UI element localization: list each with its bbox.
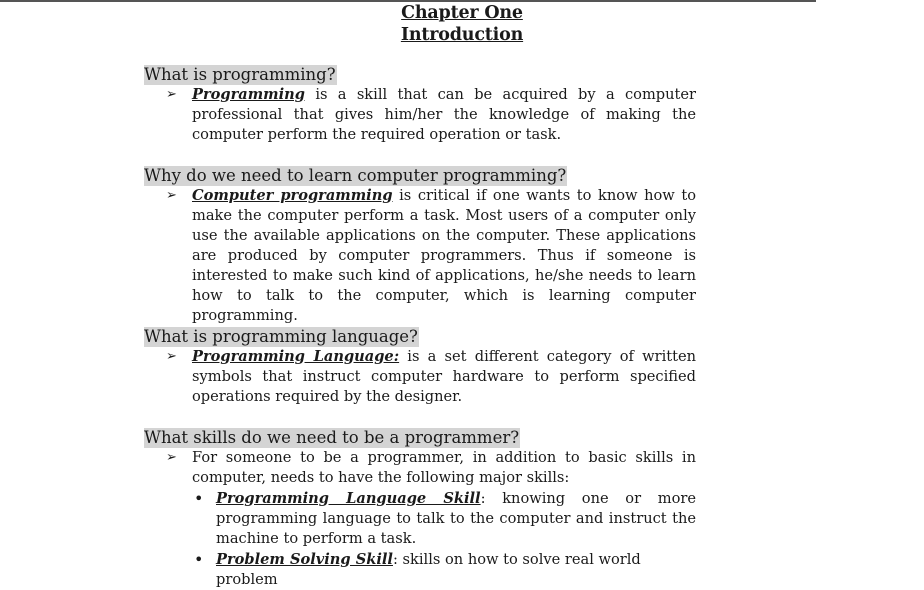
section-heading-why-learn-programming: Why do we need to learn computer programming? xyxy=(144,166,567,185)
arrow-bullet-icon: ➢ xyxy=(166,188,177,203)
section-paragraph xyxy=(192,85,696,145)
chapter-subtitle: Introduction xyxy=(400,25,524,45)
arrow-bullet-icon: ➢ xyxy=(166,349,177,364)
definition-text: : knowing one or more programming language to talk to the computer and instruct the machine to perform a task. xyxy=(216,490,696,547)
definition-text: is a skill that can be acquired by a computer professional that gives him/her the knowledge of making the computer perform the required operation or task. xyxy=(192,86,696,143)
term: Programming Language Skill xyxy=(216,490,481,507)
definition-text: is a set different category of written symbols that instruct computer hardware to perform specified operations required by the designer. xyxy=(192,348,697,405)
chapter-title: Chapter One xyxy=(401,3,523,23)
section-paragraph: For someone to be a programmer, in addition to basic skills in computer, needs to have the following major skills: xyxy=(192,449,696,486)
term: Problem Solving Skill xyxy=(216,551,393,568)
section-heading-what-is-language: What is programming language? xyxy=(144,327,418,346)
section-paragraph xyxy=(192,347,696,407)
chapter-heading xyxy=(0,2,924,46)
bullet-icon: • xyxy=(194,550,204,569)
term: Programming Language: xyxy=(192,348,400,365)
term: Computer programming xyxy=(192,187,393,204)
arrow-bullet-icon: ➢ xyxy=(166,87,177,102)
section-heading-what-is-programming: What is programming? xyxy=(144,65,336,84)
skill-list-item xyxy=(216,489,696,549)
term: Programming xyxy=(192,86,305,103)
section-heading-skills: What skills do we need to be a programmer? xyxy=(144,428,520,447)
bullet-icon: • xyxy=(194,489,204,508)
skill-list-item-cutoff xyxy=(216,550,696,588)
section-paragraph xyxy=(192,186,696,326)
arrow-bullet-icon: ➢ xyxy=(166,450,177,465)
definition-text: is critical if one wants to know how to make the computer perform a task. Most users of a computer only use the available applications on the computer. These applications are produced by computer programmers. Thus if someone is interested to make such kind of applications, he/she needs to learn how to talk to the computer, which is learning computer programming. xyxy=(192,187,696,324)
definition-text: : skills on how to solve real world problem xyxy=(216,551,641,588)
